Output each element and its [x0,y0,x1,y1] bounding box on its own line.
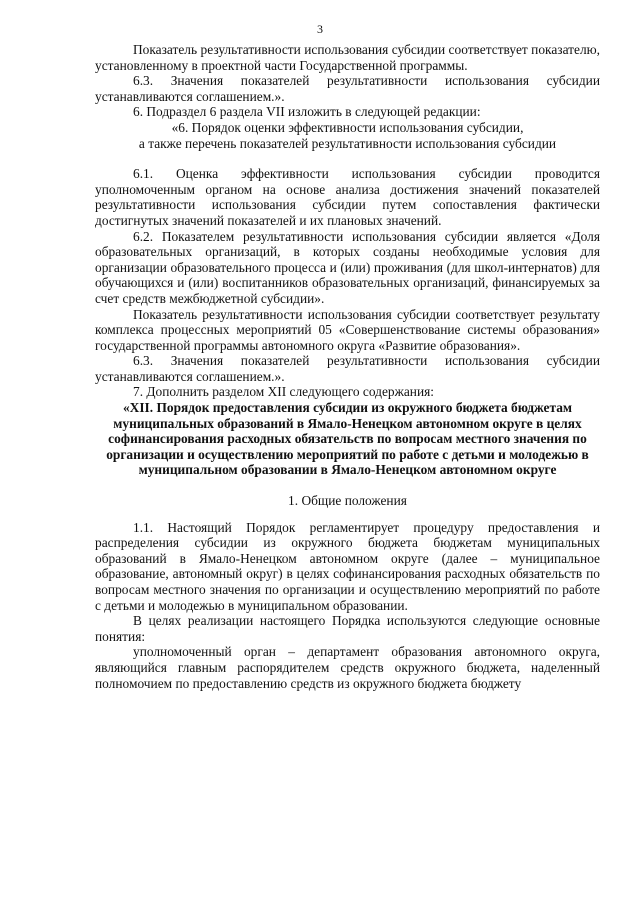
paragraph: В целях реализации настоящего Порядка используются следующие основные понятия: [95,613,600,644]
general-provisions-heading: 1. Общие положения [288,493,407,509]
paragraph: 6.1. Оценка эффективности использования субсидии проводится уполномоченным органом на основе анализа достижения значений показателей результативности использования субсидии путем сопоставления фактически достигнутых значений показателей и их плановых значений. [95,166,600,228]
page-number: 3 [317,22,323,36]
document-body [95,42,600,691]
spacer [95,151,600,166]
paragraph: Показатель результативности использования субсидии соответствует показателю, установленному в проектной части Государственной программы. [95,42,600,73]
spacer [95,509,600,520]
paragraph: 6. Подраздел 6 раздела VII изложить в следующей редакции: [133,104,481,120]
paragraph: Показатель результативности использования субсидии соответствует результату комплекса процессных мероприятий 05 «Совершенствование системы образования» государственной программы автономного округа «Развитие образования». [95,306,600,353]
paragraph: уполномоченный орган – департамент образования автономного округа, являющийся главным распорядителем средств окружного бюджета, наделенный полномочием по предоставлению средств из окружного бюджета бюджету [95,644,600,691]
paragraph: 7. Дополнить разделом XII следующего содержания: [133,384,435,400]
paragraph: 6.3. Значения показателей результативности использования субсидии устанавливаются соглашением.». [95,353,600,384]
subsection-heading-line-1: «6. Порядок оценки эффективности использования субсидии, [171,119,524,135]
section-heading: «XII. Порядок предоставления субсидии из окружного бюджета бюджетам муниципальных образований в Ямало-Ненецком автономном округе в целях софинансирования расходных обязательств по вопросам местного значения по организации и осуществлению мероприятий по работе с детьми и молодежью в муниципальном образовании в Ямало-Ненецком автономном округе [106,400,589,478]
subsection-heading-line-2: а также перечень показателей результативности использования субсидии [138,135,557,151]
paragraph: 1.1. Настоящий Порядок регламентирует процедуру предоставления и распределения субсидии из окружного бюджета бюджетам муниципальных образований в Ямало-Ненецком автономном округе (далее – муниципальное образование, автономный округ) в целях софинансирования расходных обязательств по вопросам местного значения по организации и осуществлению мероприятий по работе с детьми и молодежью в муниципальном образовании. [95,519,600,613]
paragraph: 6.2. Показателем результативности использования субсидии является «Доля образовательных организаций, в которых созданы необходимые условия для организации образовательного процесса и (или) проживания (для школ-интернатов) для обучающихся и (или) воспитанников образовательных организаций, финансируемых за счет средств межбюджетной субсидии». [95,228,600,306]
spacer [95,478,600,493]
paragraph: 6.3. Значения показателей результативности использования субсидии устанавливаются соглашением.». [95,73,600,104]
